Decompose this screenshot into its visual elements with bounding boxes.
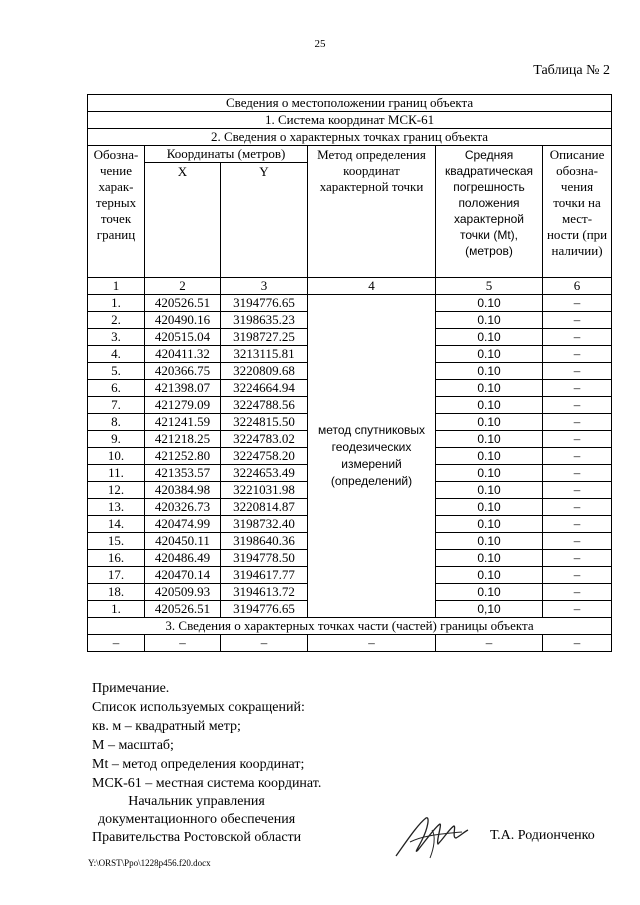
table-row — [88, 295, 612, 312]
point-description: – — [543, 380, 612, 397]
empty-cell: – — [308, 635, 436, 652]
coordinate-y: 3194776.65 — [221, 601, 308, 618]
point-number: 1. — [88, 295, 145, 312]
mean-error: 0.10 — [436, 516, 543, 533]
coordinate-y: 3194778.50 — [221, 550, 308, 567]
signer-position-line: документационного обеспечения — [97, 812, 296, 827]
notes-list-title: Список используемых сокращений: — [92, 700, 305, 715]
point-number: 13. — [88, 499, 145, 516]
point-description: – — [543, 346, 612, 363]
column-number: 2 — [145, 278, 221, 295]
point-number: 16. — [88, 550, 145, 567]
coordinate-x: 420411.32 — [145, 346, 221, 363]
empty-cell: – — [221, 635, 308, 652]
coordinate-x: 420526.51 — [145, 295, 221, 312]
coordinate-y: 3224788.56 — [221, 397, 308, 414]
coordinate-x: 420366.75 — [145, 363, 221, 380]
file-path: Y:\ORST\Ppo\1228p456.f20.docx — [88, 858, 211, 868]
point-number: 18. — [88, 584, 145, 601]
point-description: – — [543, 312, 612, 329]
section-2-title: 2. Сведения о характерных точках границ объекта — [88, 129, 612, 146]
mean-error: 0.10 — [436, 397, 543, 414]
point-description: – — [543, 601, 612, 618]
point-number: 3. — [88, 329, 145, 346]
section-3-title: 3. Сведения о характерных точках части (частей) границы объекта — [88, 618, 612, 635]
point-number: 1. — [88, 601, 145, 618]
point-description: – — [543, 431, 612, 448]
point-number: 7. — [88, 397, 145, 414]
coordinate-y: 3224653.49 — [221, 465, 308, 482]
coordinate-x: 420384.98 — [145, 482, 221, 499]
mean-error: 0.10 — [436, 584, 543, 601]
coordinate-x: 420490.16 — [145, 312, 221, 329]
table-title: Сведения о местоположении границ объекта — [88, 95, 612, 112]
point-description: – — [543, 567, 612, 584]
coordinate-x: 421279.09 — [145, 397, 221, 414]
point-description: – — [543, 295, 612, 312]
coordinate-x: 421353.57 — [145, 465, 221, 482]
point-number: 15. — [88, 533, 145, 550]
column-number: 1 — [88, 278, 145, 295]
point-description: – — [543, 533, 612, 550]
coordinate-y: 3221031.98 — [221, 482, 308, 499]
point-description: – — [543, 363, 612, 380]
mean-error: 0.10 — [436, 431, 543, 448]
coordinate-y: 3198635.23 — [221, 312, 308, 329]
point-number: 11. — [88, 465, 145, 482]
notes — [92, 679, 321, 793]
header-designation: Обозна-чение харак-терных точек границ — [88, 146, 145, 278]
point-number: 14. — [88, 516, 145, 533]
mean-error: 0.10 — [436, 499, 543, 516]
point-description: – — [543, 329, 612, 346]
point-number: 9. — [88, 431, 145, 448]
point-description: – — [543, 516, 612, 533]
notes-item: Mt – метод определения координат; — [92, 757, 305, 772]
point-description: – — [543, 584, 612, 601]
header-method: Метод определения координат характерной точки — [308, 146, 436, 278]
mean-error: 0.10 — [436, 414, 543, 431]
point-number: 8. — [88, 414, 145, 431]
header-x: X — [145, 163, 221, 278]
coordinate-y: 3198727.25 — [221, 329, 308, 346]
method-cell: метод спутниковых геодезических измерений (определений) — [308, 295, 436, 618]
column-number: 6 — [543, 278, 612, 295]
coordinate-x: 421398.07 — [145, 380, 221, 397]
point-description: – — [543, 499, 612, 516]
coordinate-x: 420326.73 — [145, 499, 221, 516]
mean-error: 0.10 — [436, 482, 543, 499]
coordinate-y: 3198640.36 — [221, 533, 308, 550]
mean-error: 0.10 — [436, 329, 543, 346]
empty-cell: – — [436, 635, 543, 652]
point-number: 2. — [88, 312, 145, 329]
mean-error: 0.10 — [436, 567, 543, 584]
table-caption: Таблица № 2 — [533, 63, 610, 78]
empty-cell: – — [88, 635, 145, 652]
coordinate-x: 421252.80 — [145, 448, 221, 465]
header-error: Средняя квадратическая погрешность положения характерной точки (Mt), (метров) — [436, 146, 543, 278]
header-y: Y — [221, 163, 308, 278]
coordinate-y: 3224783.02 — [221, 431, 308, 448]
header-description: Описание обозна-чения точки на мест-ности (при наличии) — [543, 146, 612, 278]
coordinate-y: 3220814.87 — [221, 499, 308, 516]
point-number: 4. — [88, 346, 145, 363]
point-number: 17. — [88, 567, 145, 584]
coordinate-x: 420450.11 — [145, 533, 221, 550]
mean-error: 0.10 — [436, 448, 543, 465]
mean-error: 0.10 — [436, 465, 543, 482]
coordinate-y: 3194613.72 — [221, 584, 308, 601]
coordinate-y: 3224664.94 — [221, 380, 308, 397]
signer-name: Т.А. Родионченко — [490, 828, 595, 843]
point-number: 10. — [88, 448, 145, 465]
column-number: 5 — [436, 278, 543, 295]
coordinate-x: 420509.93 — [145, 584, 221, 601]
mean-error: 0.10 — [436, 346, 543, 363]
point-number: 6. — [88, 380, 145, 397]
section-1-title: 1. Система координат МСК-61 — [88, 112, 612, 129]
column-number: 4 — [308, 278, 436, 295]
coordinate-x: 420470.14 — [145, 567, 221, 584]
coordinate-x: 420526.51 — [145, 601, 221, 618]
mean-error: 0.10 — [436, 550, 543, 567]
coordinate-x: 421218.25 — [145, 431, 221, 448]
mean-error: 0,10 — [436, 601, 543, 618]
mean-error: 0.10 — [436, 380, 543, 397]
notes-item: кв. м – квадратный метр; — [92, 719, 241, 734]
signer-position-line: Начальник управления — [128, 794, 265, 809]
coordinate-x: 420515.04 — [145, 329, 221, 346]
coordinate-y: 3194617.77 — [221, 567, 308, 584]
point-description: – — [543, 550, 612, 567]
coordinate-x: 420474.99 — [145, 516, 221, 533]
notes-heading: Примечание. — [92, 681, 170, 696]
coordinate-y: 3220809.68 — [221, 363, 308, 380]
mean-error: 0.10 — [436, 363, 543, 380]
point-description: – — [543, 482, 612, 499]
coordinate-y: 3194776.65 — [221, 295, 308, 312]
point-description: – — [543, 465, 612, 482]
empty-cell: – — [145, 635, 221, 652]
point-description: – — [543, 448, 612, 465]
mean-error: 0.10 — [436, 312, 543, 329]
signer-position — [92, 793, 301, 847]
coordinate-y: 3213115.81 — [221, 346, 308, 363]
page-number: 25 — [314, 38, 326, 50]
point-number: 12. — [88, 482, 145, 499]
coordinate-x: 420486.49 — [145, 550, 221, 567]
boundary-coordinates-table — [87, 94, 612, 652]
mean-error: 0.10 — [436, 295, 543, 312]
point-description: – — [543, 397, 612, 414]
handwritten-signature-icon — [392, 812, 472, 862]
point-description: – — [543, 414, 612, 431]
coordinate-y: 3198732.40 — [221, 516, 308, 533]
mean-error: 0.10 — [436, 533, 543, 550]
coordinate-y: 3224815.50 — [221, 414, 308, 431]
point-number: 5. — [88, 363, 145, 380]
empty-cell: – — [543, 635, 612, 652]
column-number: 3 — [221, 278, 308, 295]
header-coordinates: Координаты (метров) — [145, 146, 308, 163]
coordinate-y: 3224758.20 — [221, 448, 308, 465]
notes-item: МСК-61 – местная система координат. — [92, 776, 322, 791]
signer-position-line: Правительства Ростовской области — [92, 830, 302, 845]
notes-item: М – масштаб; — [92, 738, 174, 753]
coordinate-x: 421241.59 — [145, 414, 221, 431]
